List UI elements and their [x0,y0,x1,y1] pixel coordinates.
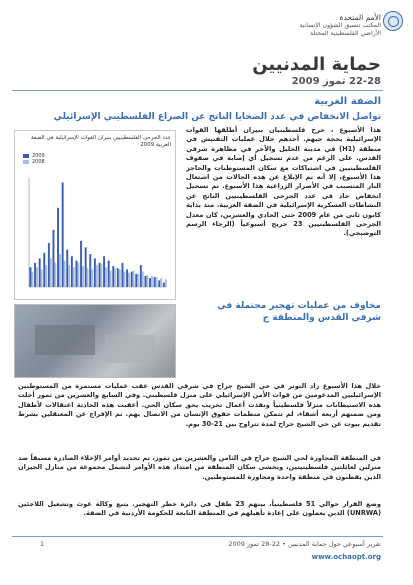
bar-2008-12 [82,266,84,287]
bar-2009-25 [140,265,142,287]
bar-2008-30 [165,279,167,287]
body-casualties: هذا الأسبوع ، جرح فلسطينيان بنيران أطلقها القوات الإسرائيلية بحجة حيهم. أحدهم خلال عمليات التفتيش في منطقة (H1) في مدينة الخليل والآخر في مظاهرة شرقي القدس. على الرغم من عدم تسجيل أي إصابة في صفوف الفلسطينيين في اشتباكات مع سكان المستوطنات والحاجز هذا الأسبوع، إلا أنه تم الإبلاغ عن هذه الحالات من اشتعال النار المتسبب في الأضرار الزراعية هذا الأسبوع. تم تسجيل انخفاض حاد في عدد الجرحى الفلسطينيين الناتج عن النشاطات العسكرية الإسرائيلية في الضفة الغربية. منذ بداية كانون ثاني من عام 2009 حتى الحادي والعشرين، كان معدل الجرحى الفلسطينيين 23 جريح أسبوعياً (الرجاء الرسم التوضيحي). [186,126,381,238]
bar-2008-23 [133,271,135,288]
bar-2008-11 [77,263,79,287]
bar-2009-17 [103,256,105,287]
bar-2008-25 [142,272,144,287]
legend-label-2008: 2008 [32,159,45,165]
bar-2009-18 [108,261,110,287]
footer-url-link[interactable]: www.ochaopt.org [311,553,381,561]
bar-2008-21 [123,272,125,287]
bar-2008-1 [31,272,33,287]
photo-image [14,304,176,378]
bar-2008-29 [160,278,162,287]
bar-2009-6 [53,230,55,287]
bar-2008-6 [54,263,56,287]
bar-2009-4 [43,253,45,287]
heading-casualties: تواصل الانخفاض في عدد الضحايا الناتج عن الصراع الفلسطيني الإسرائيلي [53,112,381,122]
bar-2008-22 [128,273,130,287]
bar-2009-27 [149,278,151,287]
bar-2009-5 [48,243,50,287]
bar-2008-13 [87,268,89,287]
bar-2008-5 [50,258,52,287]
bar-2009-29 [158,280,160,287]
bar-2009-14 [89,254,91,287]
bar-2008-28 [156,277,158,287]
bar-2009-13 [85,247,87,287]
bar-2009-11 [76,261,78,287]
bar-2008-14 [91,269,93,287]
legend-label-2009: 2009 [32,153,45,159]
bar-2009-10 [71,256,73,287]
bar-2008-15 [96,265,98,287]
bar-2009-3 [39,258,41,287]
header-org [201,14,381,38]
bar-2008-4 [45,265,47,287]
body-displacement-2: في المنطقة المجاورة لحي الشيخ جراح في الثامن والعشرين من تموز، تم تحديد أوامر الإخلاء الصادرة مسبقاً ضد منزلين لعائلتين فلسطينيتين، ويخشى سكان المنطقة من امتداد هذه الأوامر لتشمل مجموعة من منازل الجيران الذين يقطنون في منطقة واحدة ومجاورة للمستوطنين. [18,454,381,481]
bar-2008-17 [105,267,107,287]
bar-2009-20 [117,268,119,287]
footer-divider [12,536,383,537]
chart-title: عدد الجرحى الفلسطينيين بنيران القوات الإسرائيلية في الضفة الغربية 2009 [30,135,171,148]
org-office: المكتب تنسيق الشؤون الإنسانية [299,22,381,29]
org-name: الأمم المتحدة [339,13,381,22]
bar-2008-19 [114,268,116,287]
bar-2009-15 [94,258,96,287]
footer-text: تقرير أسبوعي حول حماية المدنيين • 22-28 تموز 2009 [228,540,381,548]
bar-2009-28 [154,277,156,287]
bar-2009-19 [112,266,114,287]
un-logo-icon [383,11,403,31]
bar-2009-12 [80,241,82,287]
heading-displacement: مخاوف من عمليات تهجير محتملة في شرقي القدس والمنطقة ج [217,301,381,323]
chart-svg [15,131,175,299]
bar-2009-30 [163,283,165,287]
bar-2008-26 [146,275,148,287]
bar-2009-9 [66,250,68,287]
bar-2009-7 [57,208,59,287]
bar-2008-8 [64,261,66,287]
bar-2008-9 [68,265,70,287]
body-displacement-1: خلال هذا الأسبوع زاد التوتر في حي الشيخ جراح في شرقي القدس عقب عمليات مستمرة من المستوطنين الإسرائيليين المدعومين من قوات الأمن الإسرائيلي على منزل فلسطيني. وفي السابع والعشرين من تموز أخلت هذه الاستيطانات منزلاً فلسطينياً ونفذت أعمال تخريب بحق سكان الحي. أعقبت هذه الحادثة اعتقالات لأطفال ومن ضمنهم أربعة أشقاء، لم تتمكن منظمات حقوق الإنسان من الاتصال بهم. تم الإفراج عن المعتقلين بشرط تقديم بيوت عن حي الشيخ جراح لمدة تتراوح بين 21-30 يوم. [18,382,381,428]
page-number: 1 [40,540,45,548]
bar-2009-1 [30,267,32,287]
bar-2008-7 [59,254,61,287]
bar-2009-24 [135,274,137,287]
bar-2008-2 [36,267,38,287]
bar-2009-8 [62,183,64,288]
bar-2008-10 [73,267,75,287]
org-region: الأراضي الفلسطينية المحتلة [309,30,381,37]
bar-2008-18 [110,271,112,288]
bar-2008-20 [119,269,121,287]
report-date: 22-28 تموز 2009 [291,76,381,87]
bar-2009-23 [131,272,133,287]
bar-2009-2 [34,263,36,287]
header-divider [12,90,383,91]
section-title: الضفة الغربية [314,96,381,107]
bar-2008-27 [151,276,153,287]
bar-2009-22 [126,269,128,287]
bar-2008-3 [41,269,43,287]
body-displacement-3: وضع القرار حوالي 51 فلسطينياً، بينهم 23 طفل في دائرة خطر التهجير. يتبع وكالة غوث وتشغيل اللاجئين (UNRWA) الذين يعملون على إعادة تأهيلهم في المنطقة التابعة للحكومة الأردنية في الضفة. [18,500,382,518]
bar-2009-16 [99,263,101,287]
bar-2008-24 [137,274,139,287]
page-title: حماية المدنيين [252,54,381,75]
bar-2009-21 [122,263,124,287]
bar-2009-26 [145,276,147,287]
injuries-chart [14,130,176,300]
bar-2008-16 [100,264,102,287]
